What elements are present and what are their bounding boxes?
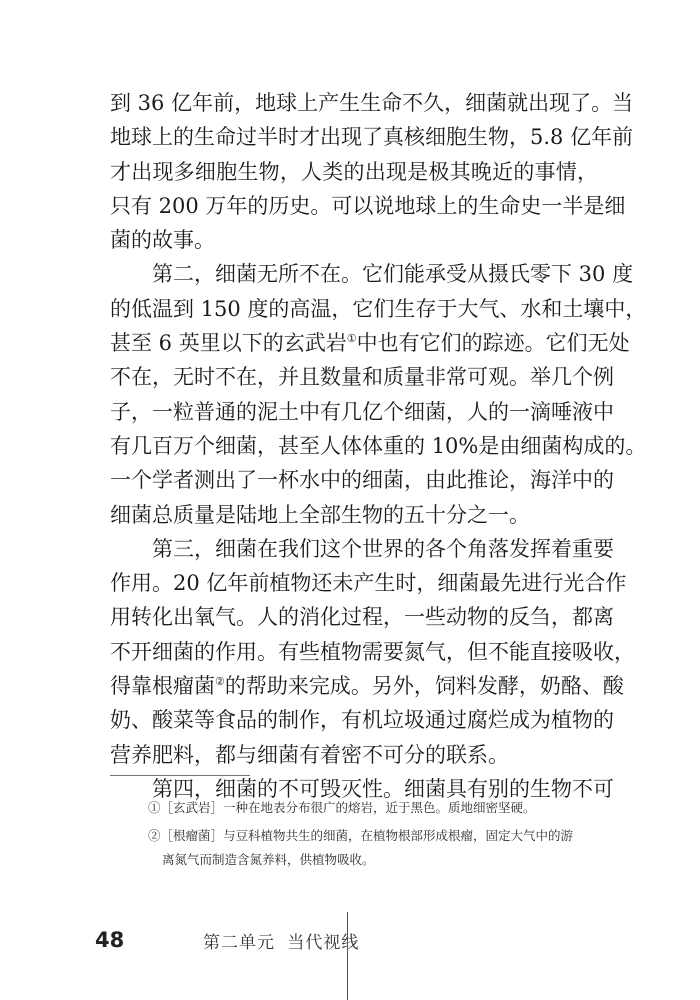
text-line: 到 36 亿年前，地球上产生生命不久，细菌就出现了。当 <box>110 91 634 115</box>
footnote-1: ①［玄武岩］一种在地表分布很广的熔岩，近于黑色。质地细密坚硬。 <box>148 800 536 815</box>
text-segment: 中也有它们的踪迹。它们无处 <box>356 331 630 356</box>
text-segment: 得靠根瘤菌 <box>110 674 215 699</box>
text-line: 不开细菌的作用。有些植物需要氮气，但不能直接吸收， <box>110 639 635 664</box>
text-line: 第三，细菌在我们这个世界的各个角落发挥着重要 <box>152 536 614 561</box>
footnote-2 <box>148 824 600 872</box>
paragraph-1 <box>110 86 634 257</box>
text-line: 有几百万个细菌，甚至人体体重的 10%是由细菌构成的。 <box>110 433 647 458</box>
text-line: 不在，无时不在，并且数量和质量非常可观。举几个例 <box>110 365 614 390</box>
text-line: 菌的故事。 <box>110 228 215 253</box>
footnotes <box>148 796 600 876</box>
footnote-divider <box>110 775 250 776</box>
main-text <box>110 86 647 806</box>
text-line: 营养肥料，都与细菌有着密不可分的联系。 <box>110 742 509 767</box>
text-line-with-footnote <box>110 669 624 703</box>
running-header: 第二单元 当代视线 <box>203 933 360 953</box>
paragraph-2 <box>110 257 647 531</box>
text-segment: 甚至 6 英里以下的玄武岩 <box>110 331 347 356</box>
footnote-2-line-2: 离氮气而制造含氮养料，供植物吸收。 <box>162 852 375 867</box>
text-line: 的低温到 150 度的高温，它们生存于大气、水和土壤中， <box>110 296 647 321</box>
text-line: 子，一粒普通的泥土中有几亿个细菌，人的一滴唾液中 <box>110 399 614 424</box>
text-line: 第四，细菌的不可毁灭性。细菌具有别的生物不可 <box>152 776 614 801</box>
text-line: 才出现多细胞生物，人类的出现是极其晚近的事情， <box>110 159 598 184</box>
text-segment: 的帮助来完成。另外，饲料发酵，奶酪、酸 <box>224 674 624 699</box>
text-line: 用转化出氧气。人的消化过程，一些动物的反刍，都离 <box>110 605 614 630</box>
paragraph-3 <box>110 532 635 772</box>
text-line: 只有 200 万年的历史。可以说地球上的生命史一半是细 <box>110 193 626 218</box>
text-line: 地球上的生命过半时才出现了真核细胞生物，5.8 亿年前 <box>110 125 634 150</box>
text-line: 一个学者测出了一杯水中的细菌，由此推论，海洋中的 <box>110 468 614 493</box>
footer-divider <box>347 912 348 1000</box>
footnote-marker-2[interactable]: ② <box>215 675 225 689</box>
footnote-marker-1[interactable]: ① <box>346 332 357 346</box>
text-line-with-footnote <box>110 326 630 360</box>
text-line: 奶、酸菜等食品的制作，有机垃圾通过腐烂成为植物的 <box>110 708 614 733</box>
text-line: 细菌总质量是陆地上全部生物的五十分之一。 <box>110 502 530 527</box>
page-number: 48 <box>95 928 125 952</box>
text-line: 作用。20 亿年前植物还未产生时，细菌最先进行光合作 <box>110 571 627 596</box>
footnote-2-line-1: ②［根瘤菌］与豆科植物共生的细菌，在植物根部形成根瘤，固定大气中的游 <box>148 828 574 843</box>
text-line: 第二，细菌无所不在。它们能承受从摄氏零下 30 度 <box>152 262 634 287</box>
